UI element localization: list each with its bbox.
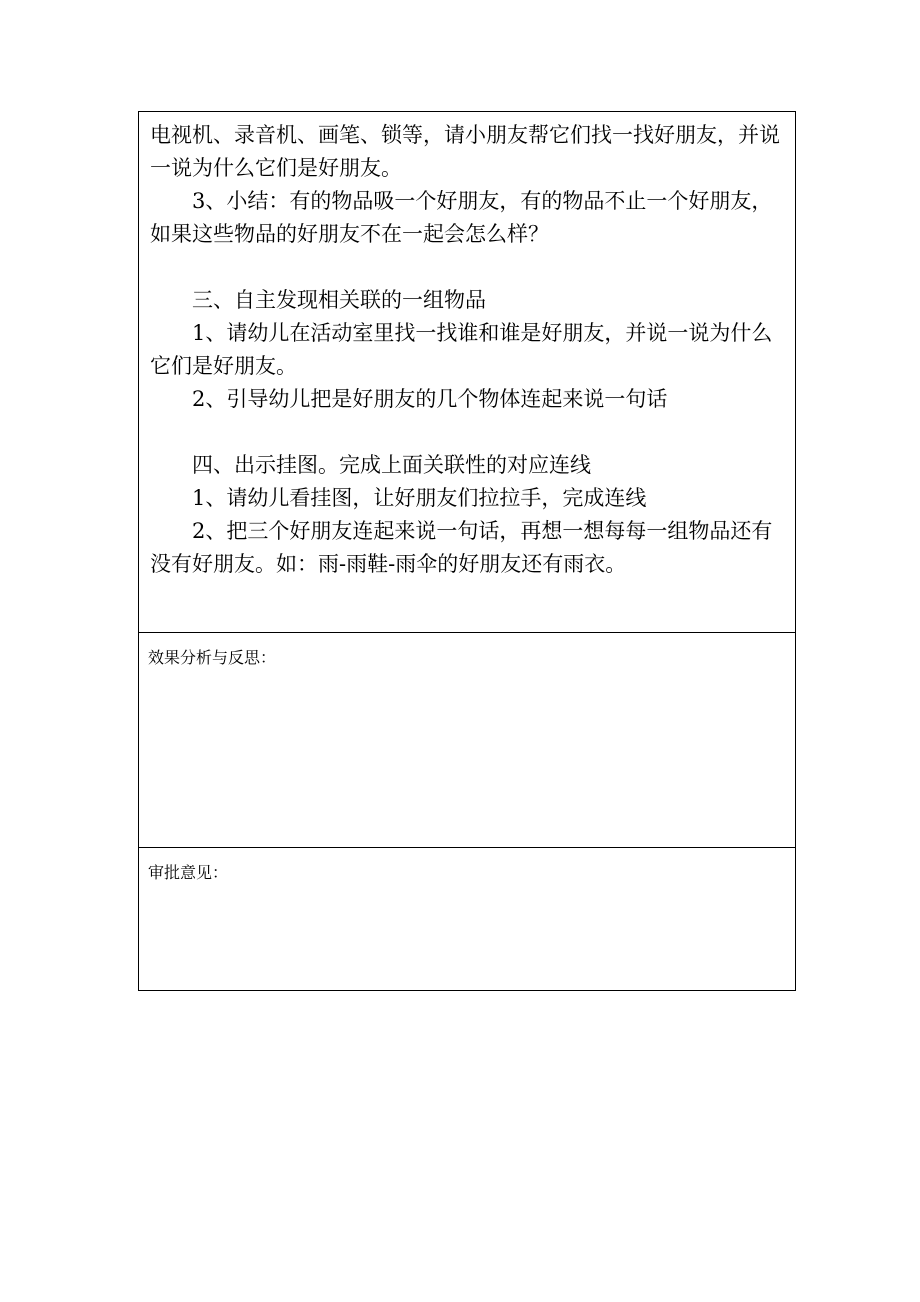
approval-label: 审批意见： xyxy=(148,863,229,882)
blank-line xyxy=(150,416,787,449)
lesson-line: 没有好朋友。如：雨-雨鞋-雨伞的好朋友还有雨衣。 xyxy=(150,552,627,576)
reflection-label: 效果分析与反思： xyxy=(148,648,277,667)
section-heading: 四、出示挂图。完成上面关联性的对应连线 xyxy=(192,453,591,477)
approval-cell xyxy=(139,847,795,990)
lesson-line: 电视机、录音机、画笔、锁等，请小朋友帮它们找一找好朋友，并说 xyxy=(150,123,780,147)
lesson-line: 它们是好朋友。 xyxy=(150,354,297,378)
lesson-line: 1、请幼儿在活动室里找一找谁和谁是好朋友，并说一说为什么 xyxy=(192,321,773,345)
lesson-line: 一说为什么它们是好朋友。 xyxy=(150,156,402,180)
lesson-line: 如果这些物品的好朋友不在一起会怎么样？ xyxy=(150,222,549,246)
reflection-cell xyxy=(139,632,795,847)
lesson-line: 2、把三个好朋友连起来说一句话，再想一想每每一组物品还有 xyxy=(192,519,773,543)
lesson-line: 2、引导幼儿把是好朋友的几个物体连起来说一句话 xyxy=(192,387,668,411)
lesson-line: 1、请幼儿看挂图，让好朋友们拉拉手，完成连线 xyxy=(192,486,647,510)
lesson-content-cell xyxy=(139,112,795,632)
lesson-plan-table xyxy=(138,111,796,991)
section-heading: 三、自主发现相关联的一组物品 xyxy=(192,288,486,312)
blank-line xyxy=(150,251,787,284)
lesson-line: 3、小结：有的物品吸一个好朋友，有的物品不止一个好朋友， xyxy=(192,189,773,213)
